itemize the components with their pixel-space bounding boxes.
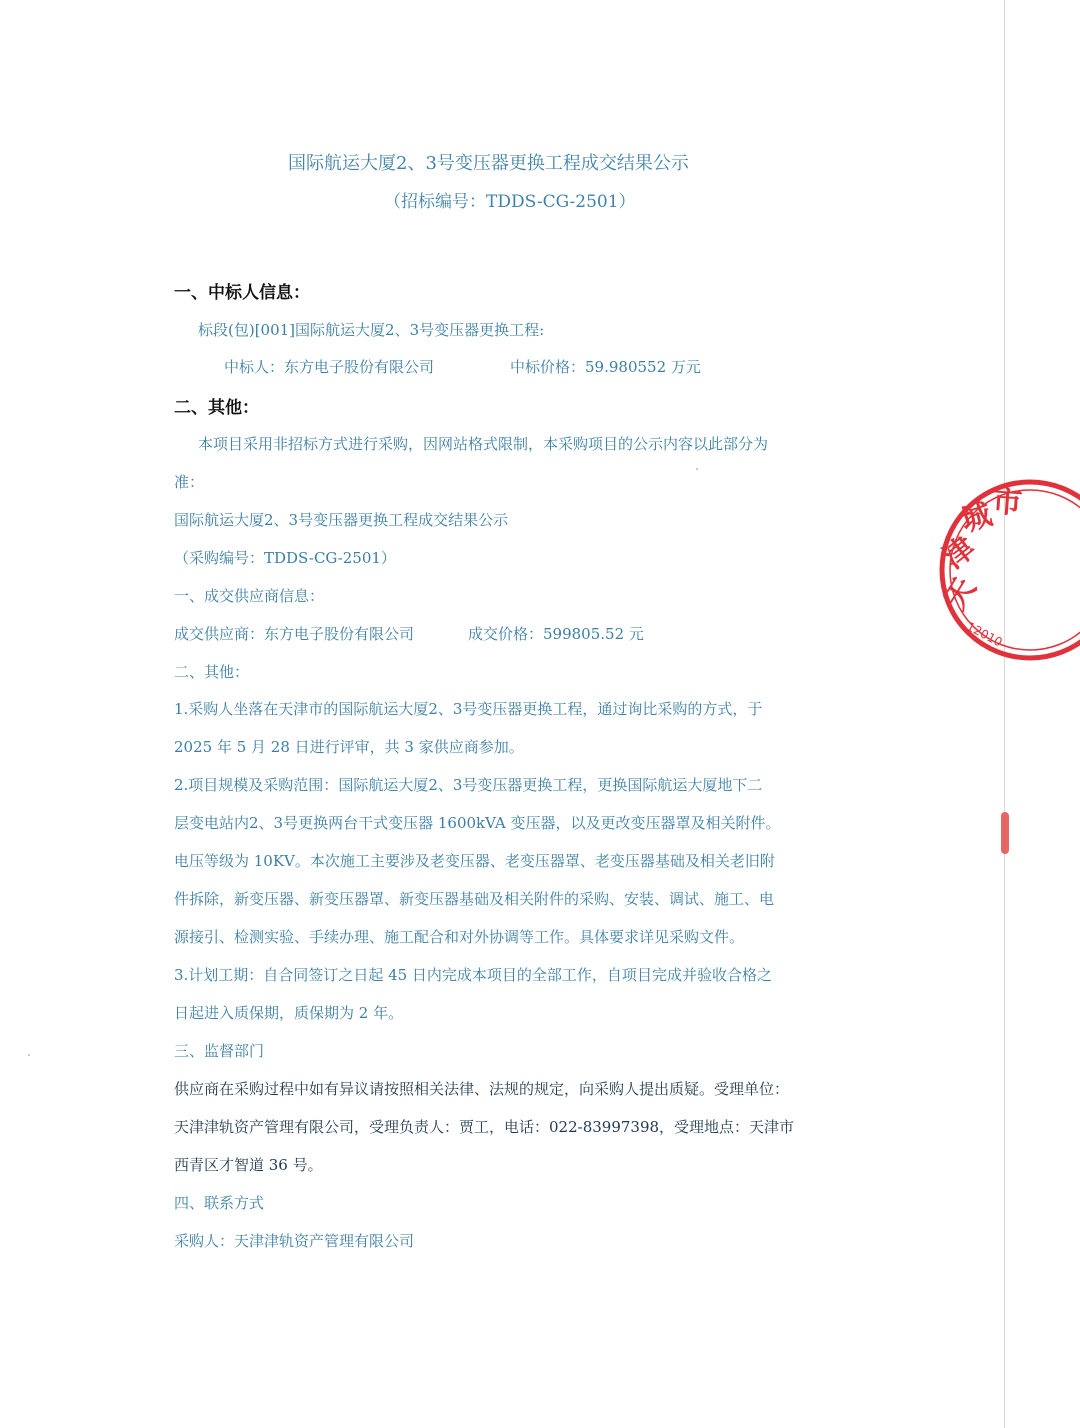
intro-line-2: 准： [174,473,205,491]
svg-text:津: 津 [936,529,983,577]
supervision-line-3: 西青区才智道 36 号。 [174,1156,323,1174]
winner-price: 中标价格：59.980552 万元 [510,358,701,376]
item1-line-1: 1.采购人坐落在天津市的国际航运大厦2、3号变压器更换工程，通过询比采购的方式，于 [174,700,763,718]
scan-speck [28,1054,30,1056]
contact-heading: 四、联系方式 [174,1194,265,1212]
purchase-number: （采购编号：TDDS-CG-2501） [174,549,396,567]
item2-line-3: 电压等级为 10KV。本次施工主要涉及老变压器、老变压器罩、老变压器基础及相关老旧附 [174,852,775,870]
supervision-line-1: 供应商在采购过程中如有异议请按照相关法律、法规的规定，向采购人提出质疑。受理单位： [174,1080,790,1098]
item2-line-5: 源接引、检测实验、手续办理、施工配合和对外协调等工作。具体要求详见采购文件。 [174,928,745,946]
supplier-heading: 一、成交供应商信息： [174,587,325,605]
sub-title: 国际航运大厦2、3号变压器更换工程成交结果公示 [174,511,509,529]
supplier-name: 成交供应商：东方电子股份有限公司 [174,625,415,643]
section2-heading: 二、其他： [174,398,259,418]
supervision-heading: 三、监督部门 [174,1042,265,1060]
item3-line-1: 3.计划工期：自合同签订之日起 45 日内完成本项目的全部工作，自项目完成并验收合格之 [174,966,772,984]
purchaser-line: 采购人：天津津轨资产管理有限公司 [174,1232,415,1250]
item1-line-2: 2025 年 5 月 28 日进行评审，共 3 家供应商参加。 [174,738,524,756]
company-seal [930,470,1080,670]
deal-price: 成交价格：599805.52 元 [468,625,644,643]
item2-line-4: 件拆除，新变压器、新变压器罩、新变压器基础及相关附件的采购、安装、调试、施工、电 [174,890,775,908]
document-title: 国际航运大厦2、3号变压器更换工程成交结果公示 [288,153,689,174]
svg-text:城: 城 [956,496,997,540]
winner-name: 中标人：东方电子股份有限公司 [224,358,435,376]
tender-number: （招标编号：TDDS-CG-2501） [384,192,636,212]
item2-line-2: 层变电站内2、3号更换两台干式变压器 1600kVA 变压器，以及更改变压器罩及相关附件。 [174,814,781,832]
item3-line-2: 日起进入质保期，质保期为 2 年。 [174,1004,404,1022]
other-heading: 二、其他： [174,663,250,681]
scan-speck [696,468,698,470]
svg-text:天: 天 [937,571,984,616]
item2-line-1: 2.项目规模及采购范围：国际航运大厦2、3号变压器更换工程，更换国际航运大厦地下二 [174,776,763,794]
section1-heading: 一、中标人信息： [174,283,310,303]
svg-text:12010: 12010 [964,619,1005,650]
page-edge-line [1004,0,1005,1428]
lot-line: 标段(包)[001]国际航运大厦2、3号变压器更换工程: [198,321,545,339]
supervision-line-2: 天津津轨资产管理有限公司，受理负责人：贾工，电话：022-83997398，受理地点：天津市 [174,1118,795,1136]
seal-fragment-mark [1001,812,1009,854]
intro-line-1: 本项目采用非招标方式进行采购，因网站格式限制，本采购项目的公示内容以此部分为 [198,435,769,453]
svg-text:市: 市 [990,484,1024,522]
